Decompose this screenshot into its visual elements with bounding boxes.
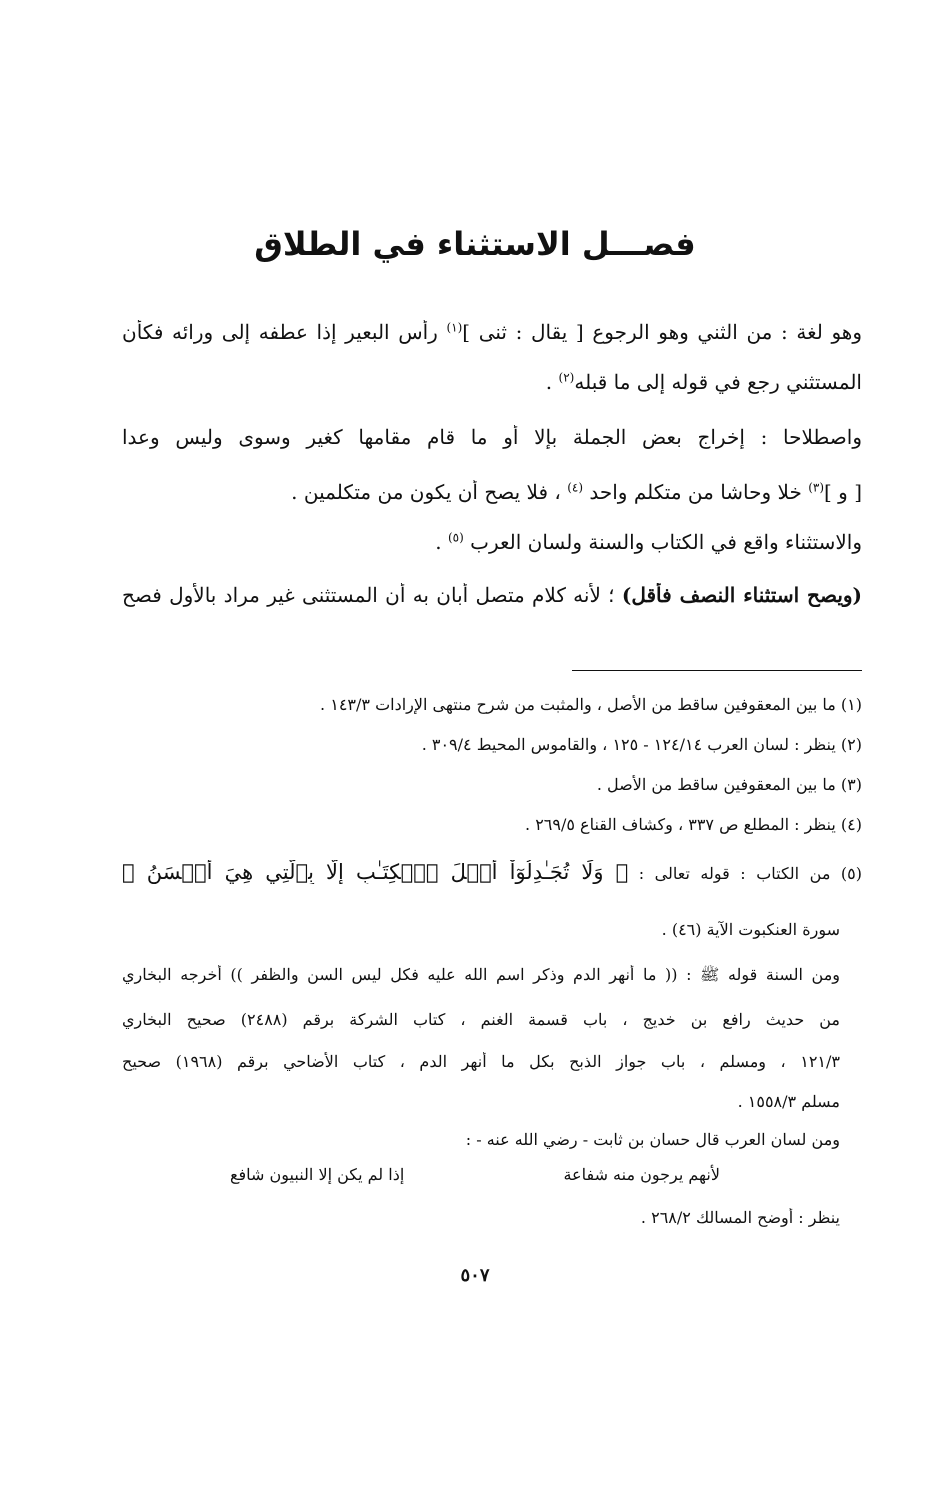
verse-second-hemistich: إذا لم يكن إلا النبيون شافع bbox=[230, 1165, 405, 1184]
footnote-4: (٤) ينظر : المطلع ص ٣٣٧ ، وكشاف القناع ٢٦٩/٥ . bbox=[525, 815, 862, 834]
sunnah-line-3: ١٢١/٣ ، ومسلم ، باب جواز الذبح بكل ما أنهر الدم ، كتاب الأضاحي برقم (١٩٦٨) صحيح bbox=[122, 1052, 840, 1071]
footnote-divider bbox=[572, 670, 862, 671]
sunnah-line-1: ومن السنة قوله ﷺ : (( ما أنهر الدم وذكر اسم الله عليه فكل ليس السن والظفر )) أخرجه البخاري bbox=[122, 965, 840, 984]
footnote-ref-4[interactable]: (٤) bbox=[567, 480, 584, 495]
body-text: [ و ] bbox=[824, 480, 862, 504]
body-text: . bbox=[435, 530, 448, 554]
body-line-6 bbox=[122, 583, 862, 607]
reference-line: ينظر : أوضح المسالك ٢٦٨/٢ . bbox=[640, 1208, 840, 1227]
footnote-ref-2[interactable]: (٢) bbox=[558, 370, 575, 385]
body-line-5 bbox=[122, 530, 862, 554]
body-text: وهو لغة : من الثني وهو الرجوع [ يقال : ثنى ] bbox=[462, 320, 862, 344]
footnote-ref-5[interactable]: (٥) bbox=[447, 530, 464, 545]
ruling-bold-text: (ويصح استثناء النصف فأقل) bbox=[621, 583, 862, 607]
footnote-ref-3[interactable]: (٣) bbox=[808, 480, 825, 495]
chapter-title: فصـــل الاستثناء في الطلاق bbox=[254, 225, 696, 264]
body-text: ؛ لأنه كلام متصل أبان به أن المستثنى غير مراد بالأول فصح bbox=[122, 583, 622, 607]
surah-citation: سورة العنكبوت الآية (٤٦) . bbox=[661, 920, 840, 939]
poetry-verse bbox=[230, 1165, 720, 1184]
footnote-5-lead: (٥) من الكتاب : قوله تعالى : bbox=[628, 864, 862, 883]
body-text: خلا وحاشا من متكلم واحد bbox=[583, 480, 809, 504]
footnote-5 bbox=[122, 860, 862, 884]
verse-first-hemistich: لأنهم يرجون منه شفاعة bbox=[563, 1165, 720, 1184]
sunnah-line-4: مسلم ١٥٥٨/٣ . bbox=[737, 1092, 840, 1111]
arab-speech-intro: ومن لسان العرب قال حسان بن ثابت - رضي الله عنه - : bbox=[465, 1130, 840, 1149]
body-text: والاستثناء واقع في الكتاب والسنة ولسان العرب bbox=[463, 530, 862, 554]
footnote-2: (٢) ينظر : لسان العرب ١٢٤/١٤ - ١٢٥ ، والقاموس المحيط ٣٠٩/٤ . bbox=[421, 735, 862, 754]
footnote-3: (٣) ما بين المعقوفين ساقط من الأصل . bbox=[596, 775, 862, 794]
sunnah-line-2: من حديث رافع بن خديج ، باب قسمة الغنم ، كتاب الشركة برقم (٢٤٨٨) صحيح البخاري bbox=[122, 1010, 840, 1029]
footnote-ref-1[interactable]: (١) bbox=[446, 320, 463, 335]
body-line-1 bbox=[122, 320, 862, 344]
quran-verse: ﴿ وَلَا تُجَـٰدِلُوٓاْ أَهۡلَ ٱلۡكِتَـٰبِ إِلَّا بِٱلَّتِي هِيَ أَحۡسَنُ ﴾ bbox=[122, 860, 629, 884]
body-line-2 bbox=[122, 370, 862, 394]
body-line-3 bbox=[122, 425, 862, 449]
page-number: ٥٠٧ bbox=[460, 1265, 490, 1286]
body-text: . bbox=[545, 370, 559, 394]
body-text: واصطلاحا : إخراج بعض الجملة بإلا أو ما قام مقامها كغير وسوى وليس وعدا bbox=[122, 425, 862, 449]
body-text: المستثني رجع في قوله إلى ما قبله bbox=[574, 370, 862, 394]
body-line-4 bbox=[122, 480, 862, 504]
footnote-1: (١) ما بين المعقوفين ساقط من الأصل ، والمثبت من شرح منتهى الإرادات ١٤٣/٣ . bbox=[320, 695, 862, 714]
body-text: ، فلا يصح أن يكون من متكلمين . bbox=[291, 480, 568, 504]
body-text: رأس البعير إذا عطفه إلى ورائه فكأن bbox=[122, 320, 447, 344]
